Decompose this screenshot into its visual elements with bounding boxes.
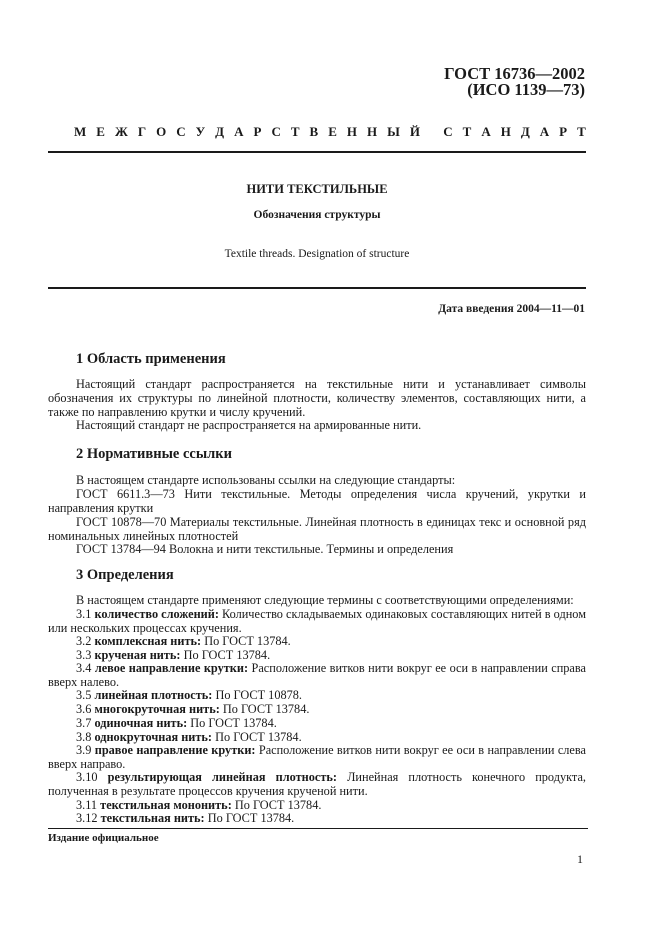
banner-letter: С: [443, 124, 453, 139]
definition-term: комплексная нить:: [94, 634, 202, 648]
definition-term: линейная плотность:: [94, 688, 213, 702]
definition-number: 3.5: [76, 688, 92, 702]
section-3-intro: В настоящем стандарте применяют следующие термины с соответствующими определениями:: [76, 593, 574, 607]
definition-text: По ГОСТ 13784.: [201, 634, 291, 648]
definition-item: [48, 717, 586, 731]
document-title: НИТИ ТЕКСТИЛЬНЫЕ: [246, 182, 388, 196]
section-2-intro: В настоящем стандарте использованы ссылки на следующие стандарты:: [76, 473, 456, 487]
banner-letter: М: [74, 124, 87, 139]
definition-text: По ГОСТ 13784.: [204, 811, 295, 825]
definition-number: 3.4: [76, 661, 92, 675]
banner-letter: Н: [500, 124, 511, 139]
section-2-heading: 2 Нормативные ссылки: [76, 446, 232, 462]
banner-letter: С: [271, 124, 281, 139]
definition-item: [48, 771, 586, 799]
reference-2: ГОСТ 10878—70 Материалы текстильные. Линейная плотность в единицах текс и основной ряд номинальных линейных плотностей: [48, 515, 586, 543]
standard-type-banner: [74, 124, 586, 140]
definition-text: Расположение витков нити вокруг ее оси в направлении справа вверх налево.: [48, 661, 586, 689]
definition-term: левое направление крутки:: [94, 661, 249, 675]
definition-term: одиночная нить:: [94, 716, 188, 730]
edition-label: Издание официальное: [48, 832, 159, 844]
definition-text: Линейная плотность конечного продукта, полученная в результате процессов кручения крученой нити.: [48, 770, 586, 798]
section-1-heading: 1 Область применения: [76, 351, 226, 367]
definition-text: По ГОСТ 13784.: [180, 648, 271, 662]
banner-letter: О: [156, 124, 167, 139]
page-number: 1: [577, 852, 583, 866]
standard-code: ГОСТ 16736—2002: [444, 64, 585, 83]
definition-number: 3.7: [76, 716, 92, 730]
banner-letter: Д: [520, 124, 530, 139]
definition-text: По ГОСТ 13784.: [231, 798, 322, 812]
definition-number: 3.10: [76, 770, 98, 784]
banner-letter: Н: [366, 124, 378, 139]
reference-1: ГОСТ 6611.3—73 Нити текстильные. Методы определения числа кручений, укрутки и направления крутки: [48, 487, 586, 515]
definition-term: крученая нить:: [94, 648, 181, 662]
reference-3: ГОСТ 13784—94 Волокна и нити текстильные. Термины и определения: [76, 542, 454, 556]
definition-term: количество сложений:: [94, 607, 219, 621]
banner-letter: Ж: [114, 124, 128, 139]
introduction-date: Дата введения 2004—11—01: [438, 303, 585, 315]
banner-gap: [430, 124, 433, 140]
banner-letter: Д: [215, 124, 225, 139]
banner-letter: Ы: [387, 124, 400, 139]
definition-text: Расположение витков нити вокруг ее оси в направлении слева вверх направо.: [48, 743, 586, 771]
banner-letter: Й: [409, 124, 420, 139]
definition-number: 3.6: [76, 702, 92, 716]
banner-letter: В: [309, 124, 319, 139]
document-subtitle: Обозначения структуры: [253, 209, 381, 221]
definition-term: результирующая линейная плотность:: [107, 770, 337, 784]
standard-code-block: [444, 66, 585, 98]
definition-item: [48, 744, 586, 772]
definition-number: 3.3: [76, 648, 92, 662]
definition-item: [48, 703, 586, 717]
definition-term: текстильная мононить:: [100, 798, 232, 812]
banner-letter: А: [234, 124, 244, 139]
section-1-paragraph-1: Настоящий стандарт распространяется на текстильные нити и устанавливает символы обозначения их структуры по линейной плотности, количеству элементов, составляющих нити, а также по направлению крутки и числу кручений.: [48, 377, 586, 419]
definition-number: 3.9: [76, 743, 92, 757]
definition-item: [48, 608, 586, 636]
definition-number: 3.8: [76, 730, 92, 744]
definition-number: 3.11: [76, 798, 98, 812]
top-rule: [48, 151, 586, 153]
definition-item: [48, 662, 586, 690]
definition-item: [48, 812, 586, 826]
definition-text: Количество складываемых одинаковых составляющих нитей в одном или нескольких процессах кручения.: [48, 607, 586, 635]
banner-letter: Т: [290, 124, 300, 139]
definition-text: По ГОСТ 13784.: [219, 702, 310, 716]
definition-item: [48, 635, 586, 649]
banner-letter: Е: [96, 124, 105, 139]
banner-letter: Р: [253, 124, 262, 139]
definition-number: 3.1: [76, 607, 92, 621]
section-1-paragraph-2: Настоящий стандарт не распространяется на армированные нити.: [76, 418, 422, 432]
banner-letter: У: [195, 124, 206, 139]
footer-rule: [48, 828, 588, 829]
definition-number: 3.12: [76, 811, 98, 825]
definition-text: По ГОСТ 10878.: [212, 688, 302, 702]
banner-letter: А: [481, 124, 491, 139]
definition-term: текстильная нить:: [100, 811, 205, 825]
banner-letter: С: [176, 124, 186, 139]
iso-code: (ИСО 1139—73): [467, 80, 585, 99]
banner-letter: Е: [328, 124, 337, 139]
definition-text: По ГОСТ 13784.: [187, 716, 277, 730]
banner-letter: А: [539, 124, 550, 139]
banner-letter: Р: [559, 124, 568, 139]
middle-rule: [48, 287, 586, 289]
section-3-heading: 3 Определения: [76, 567, 174, 583]
document-title-english: Textile threads. Designation of structure: [224, 248, 410, 260]
banner-letter: Т: [577, 124, 586, 139]
definition-number: 3.2: [76, 634, 92, 648]
banner-letter: Г: [137, 124, 147, 139]
banner-letter: Н: [346, 124, 357, 139]
definition-term: многокруточная нить:: [94, 702, 220, 716]
banner-letter: Т: [462, 124, 472, 139]
definition-term: однокруточная нить:: [94, 730, 213, 744]
definition-item: [48, 689, 586, 703]
definition-text: По ГОСТ 13784.: [212, 730, 302, 744]
definition-term: правое направление крутки:: [94, 743, 256, 757]
